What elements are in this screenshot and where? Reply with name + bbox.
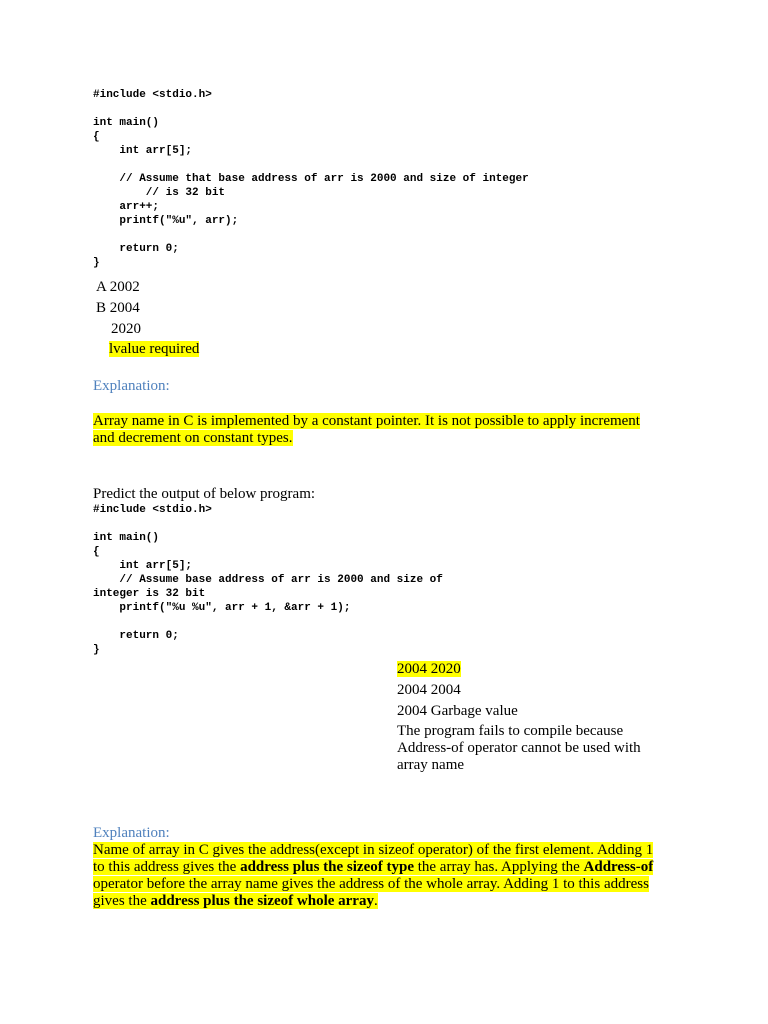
option-c: 2020	[111, 321, 141, 337]
explanation-2-line-2: to this address gives the address plus the sizeof type the array has. Applying the Address-of	[93, 859, 654, 875]
explanation-1-line-2: and decrement on constant types.	[93, 430, 293, 446]
explanation-paragraph-1	[93, 413, 683, 447]
code-line: {	[93, 131, 100, 143]
explanation-paragraph-2	[93, 842, 693, 910]
code-line: int main()	[93, 117, 160, 129]
explanation-2-line-3: operator before the array name gives the address of the whole array. Adding 1 to this address	[93, 876, 649, 892]
code-line: integer is 32 bit	[93, 588, 206, 600]
explanation-2-line-1: Name of array in C gives the address(except in sizeof operator) of the first element. Adding 1	[93, 842, 654, 858]
code-block-1	[93, 88, 529, 270]
code-line: arr++;	[93, 201, 160, 213]
explanation-1-line-1: Array name in C is implemented by a constant pointer. It is not possible to apply increment	[93, 413, 640, 429]
option-d-highlight: lvalue required	[109, 341, 200, 357]
code-line: int arr[5];	[93, 560, 193, 572]
code-line: }	[93, 644, 100, 656]
code-line: // Assume base address of arr is 2000 and size of	[93, 574, 443, 586]
question-2-prompt: Predict the output of below program:	[93, 486, 316, 502]
option-2a-highlight: 2004 2020	[397, 661, 461, 677]
code-line: int main()	[93, 532, 160, 544]
code-line: }	[93, 257, 100, 269]
option-2a	[397, 661, 461, 678]
explanation-2-line-4: gives the address plus the sizeof whole array.	[93, 893, 378, 909]
option-2c: 2004 Garbage value	[397, 703, 518, 719]
code-line: // Assume that base address of arr is 2000 and size of integer	[93, 173, 529, 185]
explanation-heading-2: Explanation:	[93, 825, 170, 841]
code-line: {	[93, 546, 100, 558]
code-line: return 0;	[93, 243, 179, 255]
option-a: A 2002	[96, 279, 140, 295]
option-2b: 2004 2004	[397, 682, 461, 698]
code-line: printf("%u", arr);	[93, 215, 239, 227]
option-b: B 2004	[96, 300, 140, 316]
option-2d-line-1: The program fails to compile because	[397, 723, 624, 739]
option-d	[109, 341, 199, 358]
option-2d	[397, 723, 697, 774]
code-line: #include <stdio.h>	[93, 89, 212, 101]
option-2d-line-2: Address-of operator cannot be used with	[397, 740, 641, 756]
code-line: printf("%u %u", arr + 1, &arr + 1);	[93, 602, 351, 614]
code-line: // is 32 bit	[93, 187, 226, 199]
code-block-2	[93, 503, 443, 657]
code-line: int arr[5];	[93, 145, 193, 157]
code-line: #include <stdio.h>	[93, 504, 212, 516]
code-line: return 0;	[93, 630, 179, 642]
option-2d-line-3: array name	[397, 757, 465, 773]
explanation-heading-1: Explanation:	[93, 378, 170, 394]
